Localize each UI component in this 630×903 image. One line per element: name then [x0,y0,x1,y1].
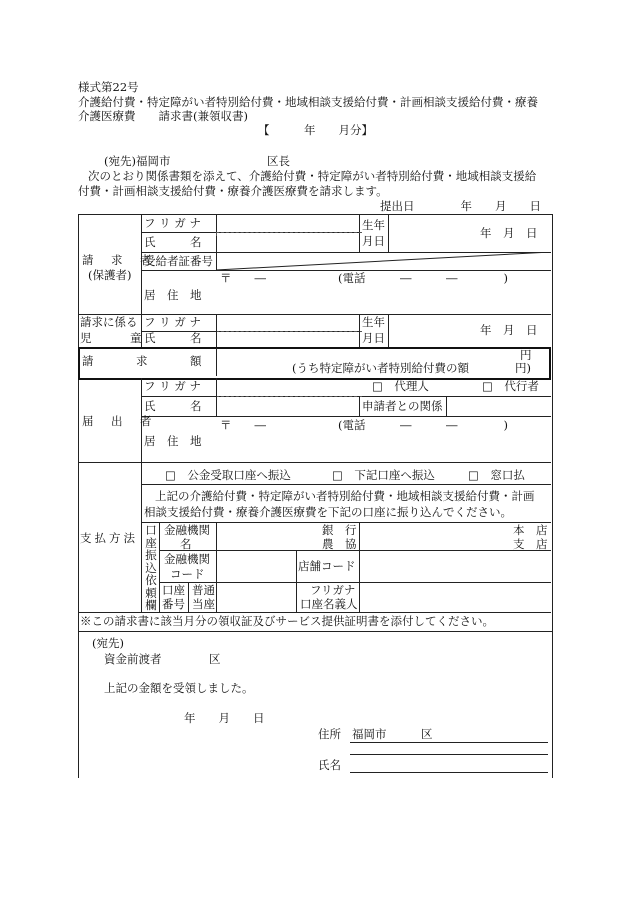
child-birth-label2: 月日 [362,331,385,345]
payment-method-label: 支払方法 [80,531,138,545]
notifier-postal[interactable]: 〒 ― [220,418,266,432]
receipt-address-ward: 区 [421,727,433,741]
claimant-furigana-label: フ リ ガ ナ [144,216,201,230]
amount-subnote[interactable]: (うち特定障がい者特別給付費の額 円) [292,361,531,375]
amount-label: 請 求 額 [82,354,204,368]
addressee: (宛先)福岡市 [104,154,171,168]
proxy-checkbox[interactable]: □ 代行者 [482,379,539,393]
bank-name-label2: 名 [180,537,192,551]
claimant-birth-date[interactable]: 年 月 日 [480,226,538,240]
notifier-furigana-label: フ リ ガ ナ [144,379,201,393]
notifier-address-label: 居 住 地 [144,434,202,448]
amount-yen: 円 [520,348,532,362]
receipt-name-label: 氏名 [318,758,341,772]
bank-code-label1: 金融機関 [164,552,210,566]
account-type-ordinary[interactable]: 普通 [192,583,215,597]
claimant-name-label: 氏 名 [144,235,202,249]
payment-text-line1: 上記の介護給付費・特定障がい者特別給付費・地域相談支援給付費・計画 [155,489,535,503]
child-birth-date[interactable]: 年 月 日 [480,323,538,337]
ward-chief: 区長 [267,154,290,168]
account-holder-label: 口座名義人 [300,597,358,611]
claimant-birth-label: 生年 [362,218,385,232]
bank-name-label1: 金融機関 [164,523,210,537]
claimant-address-label: 居 住 地 [144,288,202,302]
bank-kind-bank: 銀 行 [322,523,357,537]
receipt-date[interactable]: 年 月 日 [184,711,265,725]
account-number-label2: 番号 [162,597,185,611]
notifier-name-label: 氏 名 [144,399,202,413]
billing-period: 【 年 月分】 [258,123,373,137]
request-text-line2: 付費・計画相談支援給付費・療養介護医療費を請求します。 [78,184,388,198]
holder-furigana-label: フリガナ [310,583,356,597]
receipt-address-line2[interactable] [350,754,548,755]
option-public-account[interactable]: □ 公金受取口座へ振込 [165,468,291,482]
notifier-label: 届 出 者 [82,414,155,428]
account-type-current[interactable]: 当座 [192,597,215,611]
claimant-postal[interactable]: 〒 ― [220,271,266,285]
form-title-line2: 介護医療費 請求書(兼領収書) [78,109,248,123]
child-name-label: 氏 名 [144,331,202,345]
branch-kind-head: 本 店 [513,523,548,537]
claimant-label: 請 求 者 [82,253,155,267]
fund-ward-label: 区 [209,652,221,666]
notifier-phone[interactable]: (電話 ― ― ) [338,418,508,432]
attachment-notice: ※この請求書に該当月分の領収証及びサービス提供証明書を添付してください。 [80,614,494,628]
receipt-name-line[interactable] [350,772,548,773]
relation-label: 申請者との関係 [362,399,443,413]
receipt-address-line1[interactable] [350,742,548,743]
submission-date: 提出日 年 月 日 [380,199,541,213]
receipt-statement: 上記の金額を受領しました。 [104,681,254,695]
bank-code-label2: コード [170,567,205,581]
form-title-line1: 介護給付費・特定障がい者特別給付費・地域相談支援給付費・計画相談支援給付費・療養 [78,95,538,109]
claimant-sublabel: (保護者) [88,268,132,282]
account-number-label1: 口座 [162,583,185,597]
option-counter-payment[interactable]: □ 窓口払 [468,468,525,482]
form-number: 様式第22号 [78,80,139,94]
agent-checkbox[interactable]: □ 代理人 [372,379,429,393]
receipt-addressee: (宛先) [92,636,124,650]
certificate-number-label: 受給者証番号 [144,254,213,268]
claimant-phone[interactable]: (電話 ― ― ) [338,271,508,285]
receipt-address-label: 住所 [318,727,341,741]
child-label-line1: 請求に係る [80,315,138,329]
cert-number-diagonal [216,252,551,270]
transfer-request-side-label: 口 座 振 込 依 頼 欄 [145,523,157,612]
branch-code-label: 店舗コード [298,559,356,573]
claimant-birth-label2: 月日 [362,234,385,248]
child-label-line2: 児 童 [80,331,143,345]
bank-kind-coop: 農 協 [322,537,357,551]
payment-text-line2: 相談支援給付費・療養介護医療費を下記の口座に振り込んでください。 [144,505,512,519]
option-account-below[interactable]: □ 下記口座へ振込 [332,468,435,482]
branch-kind-branch: 支 店 [513,537,548,551]
fund-administrator-label: 資金前渡者 [104,652,162,666]
child-birth-label: 生年 [362,315,385,329]
receipt-address-city: 福岡市 [352,727,387,741]
child-furigana-label: フ リ ガ ナ [144,315,201,329]
request-text-line1: 次のとおり関係書類を添えて、介護給付費・特定障がい者特別給付費・地域相談支援給 [88,169,537,183]
